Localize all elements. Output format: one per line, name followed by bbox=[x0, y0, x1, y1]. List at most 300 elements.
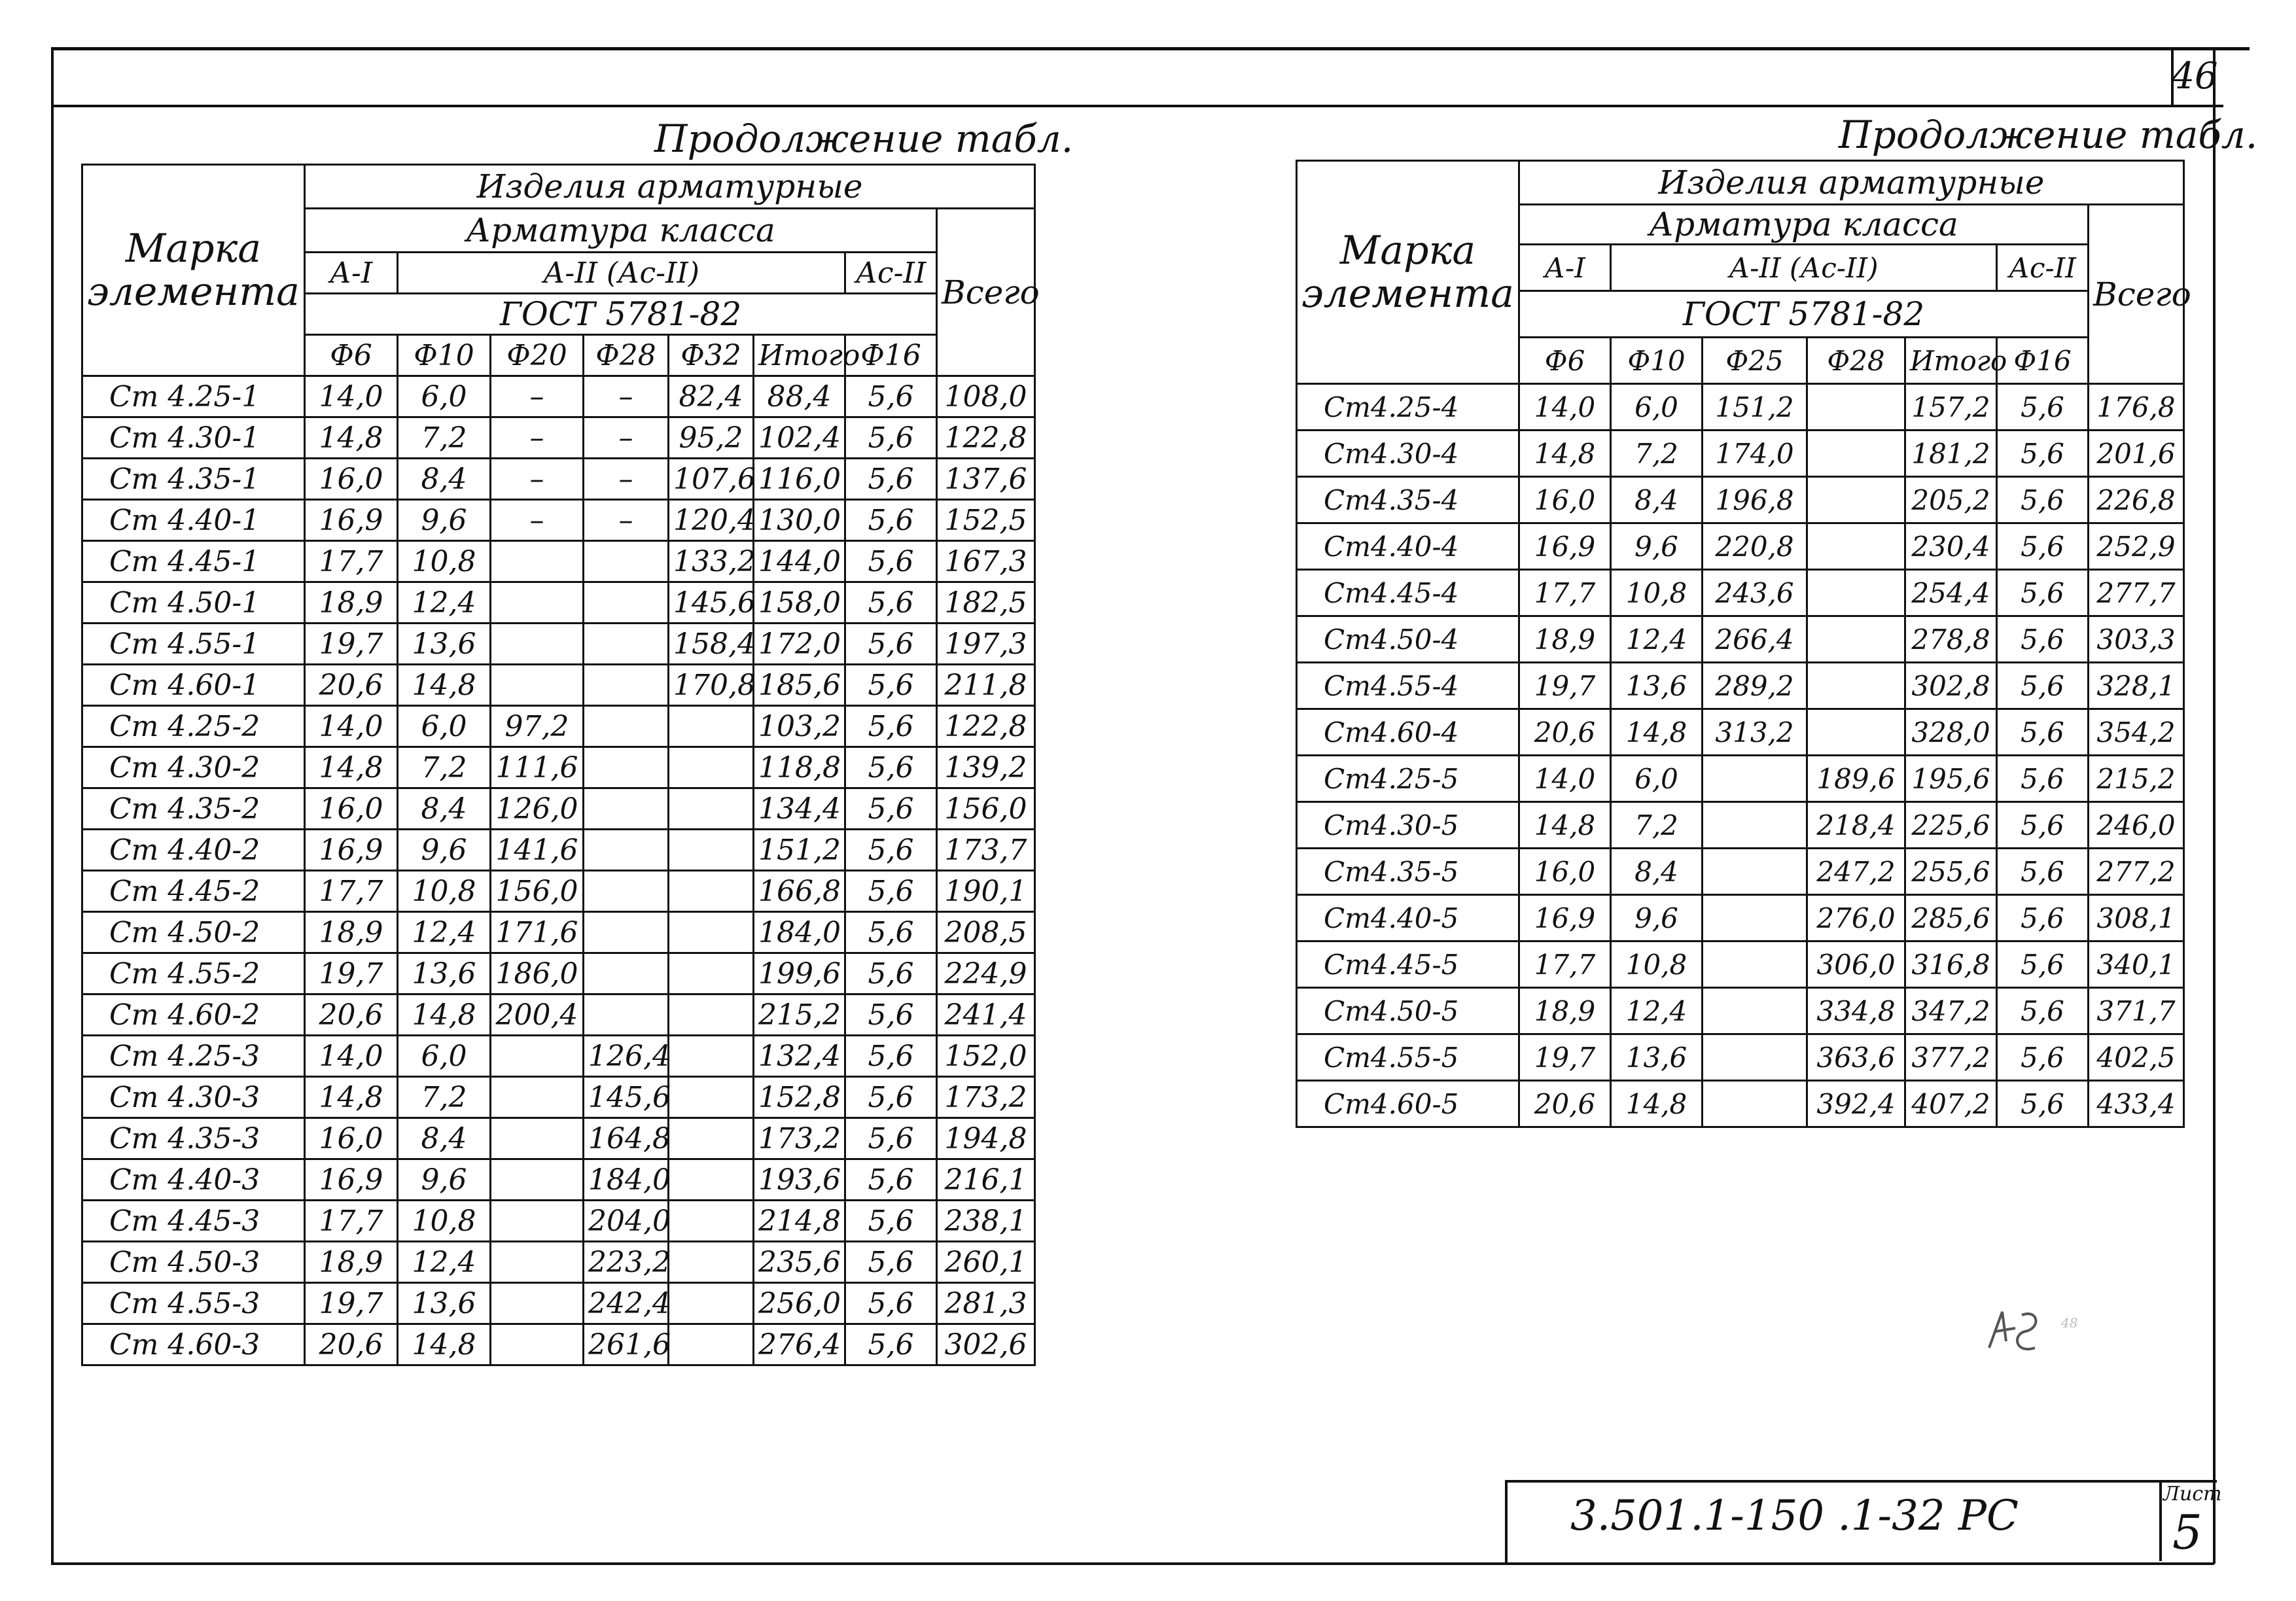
a1-header: А-I bbox=[305, 253, 398, 294]
table-row bbox=[1297, 616, 2184, 663]
value-cell: 5,6 bbox=[845, 706, 937, 747]
value-cell: 407,2 bbox=[1905, 1081, 1997, 1127]
value-cell: 17,7 bbox=[305, 1201, 398, 1242]
class-header: Арматура класса bbox=[305, 209, 937, 253]
value-cell: 173,7 bbox=[937, 830, 1035, 871]
value-cell: 16,9 bbox=[305, 830, 398, 871]
value-cell: 303,3 bbox=[2089, 616, 2184, 663]
element-mark-cell: Ст4.25-4 bbox=[1297, 384, 1519, 431]
value-cell bbox=[584, 582, 669, 624]
total-header: Всего bbox=[2089, 205, 2184, 384]
value-cell bbox=[584, 624, 669, 665]
value-cell: 156,0 bbox=[491, 871, 584, 912]
value-cell: 18,9 bbox=[305, 582, 398, 624]
element-mark-cell: Ст4.45-5 bbox=[1297, 941, 1519, 988]
value-cell: 14,0 bbox=[1519, 384, 1611, 431]
value-cell: 17,7 bbox=[1519, 570, 1611, 616]
element-mark-cell: Ст4.35-4 bbox=[1297, 477, 1519, 523]
table-row bbox=[1297, 431, 2184, 477]
value-cell bbox=[669, 1077, 754, 1118]
value-cell: 18,9 bbox=[1519, 988, 1611, 1034]
value-cell bbox=[669, 994, 754, 1036]
ac2-header: Ас-II bbox=[845, 253, 937, 294]
value-cell: 14,0 bbox=[305, 706, 398, 747]
element-mark-cell: Ст 4.50-3 bbox=[82, 1242, 305, 1283]
value-cell: 5,6 bbox=[845, 788, 937, 830]
value-cell: 158,0 bbox=[754, 582, 845, 624]
table-row bbox=[82, 459, 1035, 500]
value-cell bbox=[491, 582, 584, 624]
value-cell bbox=[584, 788, 669, 830]
value-cell: 220,8 bbox=[1703, 523, 1807, 570]
value-cell bbox=[491, 1324, 584, 1365]
value-cell bbox=[669, 912, 754, 953]
table-row bbox=[82, 665, 1035, 706]
class-header: Арматура класса bbox=[1519, 205, 2089, 245]
value-cell: 14,8 bbox=[305, 1077, 398, 1118]
value-cell: 6,0 bbox=[1611, 756, 1703, 802]
value-cell: 5,6 bbox=[845, 1283, 937, 1324]
table-row bbox=[1297, 709, 2184, 756]
element-mark-cell: Ст4.50-5 bbox=[1297, 988, 1519, 1034]
value-cell: 7,2 bbox=[398, 747, 491, 788]
value-cell: 5,6 bbox=[845, 376, 937, 417]
value-cell: – bbox=[584, 500, 669, 541]
value-cell: 12,4 bbox=[398, 582, 491, 624]
value-cell: 88,4 bbox=[754, 376, 845, 417]
value-cell: 9,6 bbox=[398, 500, 491, 541]
value-cell: 122,8 bbox=[937, 706, 1035, 747]
value-cell: 215,2 bbox=[2089, 756, 2184, 802]
value-cell: 5,6 bbox=[1997, 849, 2089, 895]
value-cell: 242,4 bbox=[584, 1283, 669, 1324]
element-mark-cell: Ст 4.25-3 bbox=[82, 1036, 305, 1077]
value-cell: 5,6 bbox=[1997, 988, 2089, 1034]
element-mark-cell: Ст 4.30-2 bbox=[82, 747, 305, 788]
table-row bbox=[1297, 477, 2184, 523]
value-cell: 145,6 bbox=[669, 582, 754, 624]
column-header: Ф20 bbox=[491, 335, 584, 376]
element-mark-cell: Ст 4.45-2 bbox=[82, 871, 305, 912]
value-cell: – bbox=[584, 417, 669, 459]
element-mark-cell: Ст4.60-5 bbox=[1297, 1081, 1519, 1127]
value-cell: 157,2 bbox=[1905, 384, 1997, 431]
value-cell: 171,6 bbox=[491, 912, 584, 953]
value-cell: 5,6 bbox=[845, 1036, 937, 1077]
value-cell: 334,8 bbox=[1807, 988, 1905, 1034]
value-cell: 5,6 bbox=[845, 1324, 937, 1365]
frame-right-line bbox=[2213, 47, 2216, 1564]
value-cell: 5,6 bbox=[845, 953, 937, 994]
value-cell: – bbox=[491, 500, 584, 541]
value-cell bbox=[1703, 1034, 1807, 1081]
right-table bbox=[1296, 160, 2191, 1128]
value-cell bbox=[491, 665, 584, 706]
value-cell: – bbox=[584, 459, 669, 500]
element-mark-cell: Ст4.40-4 bbox=[1297, 523, 1519, 570]
value-cell bbox=[669, 871, 754, 912]
value-cell: 14,8 bbox=[398, 1324, 491, 1365]
value-cell: 5,6 bbox=[845, 417, 937, 459]
element-mark-cell: Ст 4.25-2 bbox=[82, 706, 305, 747]
value-cell: 176,8 bbox=[2089, 384, 2184, 431]
value-cell: 226,8 bbox=[2089, 477, 2184, 523]
value-cell: 5,6 bbox=[1997, 431, 2089, 477]
value-cell: 6,0 bbox=[1611, 384, 1703, 431]
value-cell: 5,6 bbox=[1997, 1034, 2089, 1081]
value-cell bbox=[669, 830, 754, 871]
value-cell: 211,8 bbox=[937, 665, 1035, 706]
table-row bbox=[1297, 988, 2184, 1034]
value-cell: 97,2 bbox=[491, 706, 584, 747]
table-row bbox=[82, 871, 1035, 912]
value-cell: 14,8 bbox=[1611, 1081, 1703, 1127]
column-header: Итого bbox=[754, 335, 845, 376]
table-row bbox=[82, 624, 1035, 665]
value-cell: 17,7 bbox=[305, 541, 398, 582]
element-mark-cell: Ст4.40-5 bbox=[1297, 895, 1519, 941]
value-cell: 14,8 bbox=[1611, 709, 1703, 756]
value-cell: 14,0 bbox=[1519, 756, 1611, 802]
value-cell: 145,6 bbox=[584, 1077, 669, 1118]
value-cell: 139,2 bbox=[937, 747, 1035, 788]
value-cell: 223,2 bbox=[584, 1242, 669, 1283]
table-row bbox=[1297, 1081, 2184, 1127]
value-cell: 182,5 bbox=[937, 582, 1035, 624]
element-mark-cell: Ст 4.30-3 bbox=[82, 1077, 305, 1118]
value-cell: 5,6 bbox=[845, 541, 937, 582]
value-cell: 215,2 bbox=[754, 994, 845, 1036]
value-cell: 5,6 bbox=[845, 500, 937, 541]
mark-header: Марка элемента bbox=[82, 165, 305, 376]
value-cell: 197,3 bbox=[937, 624, 1035, 665]
value-cell: 328,0 bbox=[1905, 709, 1997, 756]
value-cell: – bbox=[491, 459, 584, 500]
value-cell: 19,7 bbox=[305, 953, 398, 994]
value-cell: 10,8 bbox=[1611, 570, 1703, 616]
value-cell: 189,6 bbox=[1807, 756, 1905, 802]
frame-top-line bbox=[51, 47, 2250, 50]
value-cell: 170,8 bbox=[669, 665, 754, 706]
frame-left-line bbox=[51, 47, 54, 1564]
value-cell: 230,4 bbox=[1905, 523, 1997, 570]
table-row bbox=[82, 1077, 1035, 1118]
value-cell: 225,6 bbox=[1905, 802, 1997, 849]
table-row bbox=[1297, 663, 2184, 709]
value-cell: – bbox=[491, 417, 584, 459]
table-row bbox=[1297, 570, 2184, 616]
value-cell: 172,0 bbox=[754, 624, 845, 665]
value-cell: 8,4 bbox=[398, 1118, 491, 1159]
column-header: Ф28 bbox=[1807, 338, 1905, 384]
element-mark-cell: Ст 4.60-3 bbox=[82, 1324, 305, 1365]
value-cell: 126,0 bbox=[491, 788, 584, 830]
value-cell bbox=[1807, 663, 1905, 709]
value-cell: 18,9 bbox=[1519, 616, 1611, 663]
table-row bbox=[82, 1036, 1035, 1077]
value-cell: 103,2 bbox=[754, 706, 845, 747]
value-cell bbox=[669, 1118, 754, 1159]
value-cell bbox=[491, 1118, 584, 1159]
value-cell: 5,6 bbox=[1997, 570, 2089, 616]
value-cell: 16,0 bbox=[1519, 849, 1611, 895]
value-cell: 6,0 bbox=[398, 706, 491, 747]
column-header: Ф32 bbox=[669, 335, 754, 376]
value-cell: 12,4 bbox=[398, 1242, 491, 1283]
element-mark-cell: Ст 4.40-1 bbox=[82, 500, 305, 541]
value-cell: 313,2 bbox=[1703, 709, 1807, 756]
value-cell: 5,6 bbox=[1997, 709, 2089, 756]
value-cell: 16,0 bbox=[305, 788, 398, 830]
value-cell bbox=[1703, 941, 1807, 988]
element-mark-cell: Ст 4.40-3 bbox=[82, 1159, 305, 1201]
value-cell: 9,6 bbox=[398, 830, 491, 871]
value-cell: 190,1 bbox=[937, 871, 1035, 912]
value-cell bbox=[491, 624, 584, 665]
value-cell: 276,4 bbox=[754, 1324, 845, 1365]
element-mark-cell: Ст4.35-5 bbox=[1297, 849, 1519, 895]
table-row bbox=[1297, 1034, 2184, 1081]
value-cell: 316,8 bbox=[1905, 941, 1997, 988]
value-cell: 16,9 bbox=[1519, 895, 1611, 941]
column-header: Ф10 bbox=[398, 335, 491, 376]
element-mark-cell: Ст 4.25-1 bbox=[82, 376, 305, 417]
value-cell: 19,7 bbox=[305, 1283, 398, 1324]
value-cell: 185,6 bbox=[754, 665, 845, 706]
value-cell: 132,4 bbox=[754, 1036, 845, 1077]
element-mark-cell: Ст4.45-4 bbox=[1297, 570, 1519, 616]
value-cell bbox=[669, 747, 754, 788]
element-mark-cell: Ст 4.35-3 bbox=[82, 1118, 305, 1159]
value-cell: 278,8 bbox=[1905, 616, 1997, 663]
value-cell: 224,9 bbox=[937, 953, 1035, 994]
table-row bbox=[1297, 941, 2184, 988]
value-cell: 16,9 bbox=[1519, 523, 1611, 570]
value-cell: 238,1 bbox=[937, 1201, 1035, 1242]
table-row bbox=[82, 747, 1035, 788]
value-cell: 10,8 bbox=[398, 871, 491, 912]
value-cell: 194,8 bbox=[937, 1118, 1035, 1159]
value-cell bbox=[669, 1283, 754, 1324]
value-cell: 5,6 bbox=[845, 1077, 937, 1118]
value-cell: 95,2 bbox=[669, 417, 754, 459]
value-cell: 14,0 bbox=[305, 1036, 398, 1077]
element-mark-cell: Ст4.25-5 bbox=[1297, 756, 1519, 802]
value-cell: 18,9 bbox=[305, 1242, 398, 1283]
value-cell: 13,6 bbox=[398, 1283, 491, 1324]
value-cell: 5,6 bbox=[845, 1118, 937, 1159]
value-cell bbox=[1807, 570, 1905, 616]
element-mark-cell: Ст 4.35-2 bbox=[82, 788, 305, 830]
value-cell: – bbox=[584, 376, 669, 417]
gost-header: ГОСТ 5781-82 bbox=[305, 294, 937, 335]
value-cell bbox=[1703, 802, 1807, 849]
value-cell: 363,6 bbox=[1807, 1034, 1905, 1081]
value-cell bbox=[491, 1036, 584, 1077]
column-header: Итого bbox=[1905, 338, 1997, 384]
value-cell: 20,6 bbox=[1519, 1081, 1611, 1127]
value-cell: 184,0 bbox=[584, 1159, 669, 1201]
value-cell: 12,4 bbox=[1611, 988, 1703, 1034]
value-cell: 276,0 bbox=[1807, 895, 1905, 941]
value-cell: 134,4 bbox=[754, 788, 845, 830]
table-row bbox=[82, 376, 1035, 417]
value-cell: 151,2 bbox=[754, 830, 845, 871]
value-cell: 261,6 bbox=[584, 1324, 669, 1365]
value-cell bbox=[491, 1242, 584, 1283]
element-mark-cell: Ст 4.60-2 bbox=[82, 994, 305, 1036]
value-cell: 166,8 bbox=[754, 871, 845, 912]
table-row bbox=[1297, 895, 2184, 941]
value-cell: 9,6 bbox=[1611, 523, 1703, 570]
value-cell bbox=[491, 1201, 584, 1242]
value-cell: 16,9 bbox=[305, 1159, 398, 1201]
value-cell: 118,8 bbox=[754, 747, 845, 788]
value-cell: 371,7 bbox=[2089, 988, 2184, 1034]
ac2-header: Ас-II bbox=[1997, 245, 2089, 291]
value-cell: 16,9 bbox=[305, 500, 398, 541]
value-cell: 5,6 bbox=[1997, 941, 2089, 988]
value-cell: 130,0 bbox=[754, 500, 845, 541]
element-mark-cell: Ст 4.40-2 bbox=[82, 830, 305, 871]
value-cell: 152,5 bbox=[937, 500, 1035, 541]
value-cell: 184,0 bbox=[754, 912, 845, 953]
value-cell: 9,6 bbox=[398, 1159, 491, 1201]
value-cell: 5,6 bbox=[1997, 1081, 2089, 1127]
value-cell: 5,6 bbox=[845, 459, 937, 500]
value-cell: 20,6 bbox=[305, 1324, 398, 1365]
value-cell: 10,8 bbox=[1611, 941, 1703, 988]
value-cell: 5,6 bbox=[845, 582, 937, 624]
value-cell: 120,4 bbox=[669, 500, 754, 541]
value-cell: 5,6 bbox=[845, 912, 937, 953]
table-row bbox=[82, 953, 1035, 994]
value-cell bbox=[584, 912, 669, 953]
value-cell bbox=[1807, 477, 1905, 523]
value-cell: 10,8 bbox=[398, 1201, 491, 1242]
value-cell: 218,4 bbox=[1807, 802, 1905, 849]
value-cell: 164,8 bbox=[584, 1118, 669, 1159]
value-cell bbox=[669, 953, 754, 994]
value-cell bbox=[669, 1036, 754, 1077]
value-cell: 306,0 bbox=[1807, 941, 1905, 988]
value-cell: 5,6 bbox=[845, 830, 937, 871]
value-cell bbox=[1807, 384, 1905, 431]
value-cell: 5,6 bbox=[845, 1201, 937, 1242]
gost-header: ГОСТ 5781-82 bbox=[1519, 291, 2089, 338]
value-cell: 14,8 bbox=[398, 665, 491, 706]
value-cell: 5,6 bbox=[1997, 477, 2089, 523]
stamp-sheet-label: Лист bbox=[2163, 1483, 2222, 1505]
value-cell bbox=[669, 1159, 754, 1201]
element-mark-cell: Ст 4.45-3 bbox=[82, 1201, 305, 1242]
value-cell: 204,0 bbox=[584, 1201, 669, 1242]
value-cell: 13,6 bbox=[398, 624, 491, 665]
value-cell: 16,0 bbox=[305, 459, 398, 500]
column-header: Ф6 bbox=[305, 335, 398, 376]
value-cell: 8,4 bbox=[398, 788, 491, 830]
a1-header: А-I bbox=[1519, 245, 1611, 291]
value-cell: 13,6 bbox=[1611, 1034, 1703, 1081]
value-cell: 277,2 bbox=[2089, 849, 2184, 895]
value-cell: 181,2 bbox=[1905, 431, 1997, 477]
element-mark-cell: Ст4.30-5 bbox=[1297, 802, 1519, 849]
table-row bbox=[82, 582, 1035, 624]
value-cell: 173,2 bbox=[937, 1077, 1035, 1118]
table-row bbox=[1297, 523, 2184, 570]
value-cell: 5,6 bbox=[845, 665, 937, 706]
value-cell: 8,4 bbox=[1611, 849, 1703, 895]
a2-header: А-II (Ас-II) bbox=[1611, 245, 1997, 291]
value-cell: 199,6 bbox=[754, 953, 845, 994]
value-cell: 5,6 bbox=[1997, 523, 2089, 570]
value-cell: 5,6 bbox=[845, 1159, 937, 1201]
column-header: Ф16 bbox=[1997, 338, 2089, 384]
value-cell bbox=[1807, 616, 1905, 663]
value-cell bbox=[1807, 709, 1905, 756]
a2-header: А-II (Ас-II) bbox=[398, 253, 845, 294]
total-header: Всего bbox=[937, 209, 1035, 376]
value-cell: 12,4 bbox=[398, 912, 491, 953]
value-cell: 18,9 bbox=[305, 912, 398, 953]
value-cell: 158,4 bbox=[669, 624, 754, 665]
value-cell: 252,9 bbox=[2089, 523, 2184, 570]
element-mark-cell: Ст 4.55-3 bbox=[82, 1283, 305, 1324]
value-cell: 19,7 bbox=[1519, 663, 1611, 709]
value-cell: 108,0 bbox=[937, 376, 1035, 417]
value-cell: 5,6 bbox=[1997, 384, 2089, 431]
value-cell: 174,0 bbox=[1703, 431, 1807, 477]
value-cell bbox=[669, 1201, 754, 1242]
value-cell: 5,6 bbox=[1997, 756, 2089, 802]
frame-inner-top-line bbox=[51, 105, 2223, 107]
value-cell: 260,1 bbox=[937, 1242, 1035, 1283]
value-cell: 16,0 bbox=[305, 1118, 398, 1159]
column-header: Ф28 bbox=[584, 335, 669, 376]
value-cell: 14,8 bbox=[398, 994, 491, 1036]
table-row bbox=[82, 1283, 1035, 1324]
value-cell bbox=[491, 1283, 584, 1324]
column-header: Ф16 bbox=[845, 335, 937, 376]
value-cell: 214,8 bbox=[754, 1201, 845, 1242]
value-cell bbox=[584, 541, 669, 582]
value-cell: 20,6 bbox=[305, 994, 398, 1036]
value-cell: 17,7 bbox=[1519, 941, 1611, 988]
value-cell: 241,4 bbox=[937, 994, 1035, 1036]
table-row bbox=[82, 1159, 1035, 1201]
value-cell: 302,6 bbox=[937, 1324, 1035, 1365]
value-cell: 328,1 bbox=[2089, 663, 2184, 709]
value-cell: 354,2 bbox=[2089, 709, 2184, 756]
value-cell: 107,6 bbox=[669, 459, 754, 500]
table-row bbox=[1297, 802, 2184, 849]
value-cell: 20,6 bbox=[305, 665, 398, 706]
value-cell: 8,4 bbox=[398, 459, 491, 500]
element-mark-cell: Ст 4.30-1 bbox=[82, 417, 305, 459]
value-cell: 13,6 bbox=[398, 953, 491, 994]
value-cell: 5,6 bbox=[1997, 802, 2089, 849]
value-cell bbox=[669, 1324, 754, 1365]
table-row bbox=[82, 500, 1035, 541]
value-cell: 5,6 bbox=[1997, 895, 2089, 941]
value-cell: 82,4 bbox=[669, 376, 754, 417]
table-row bbox=[82, 1242, 1035, 1283]
element-mark-cell: Ст4.60-4 bbox=[1297, 709, 1519, 756]
value-cell: 144,0 bbox=[754, 541, 845, 582]
value-cell bbox=[584, 953, 669, 994]
value-cell: 126,4 bbox=[584, 1036, 669, 1077]
value-cell: 14,0 bbox=[305, 376, 398, 417]
